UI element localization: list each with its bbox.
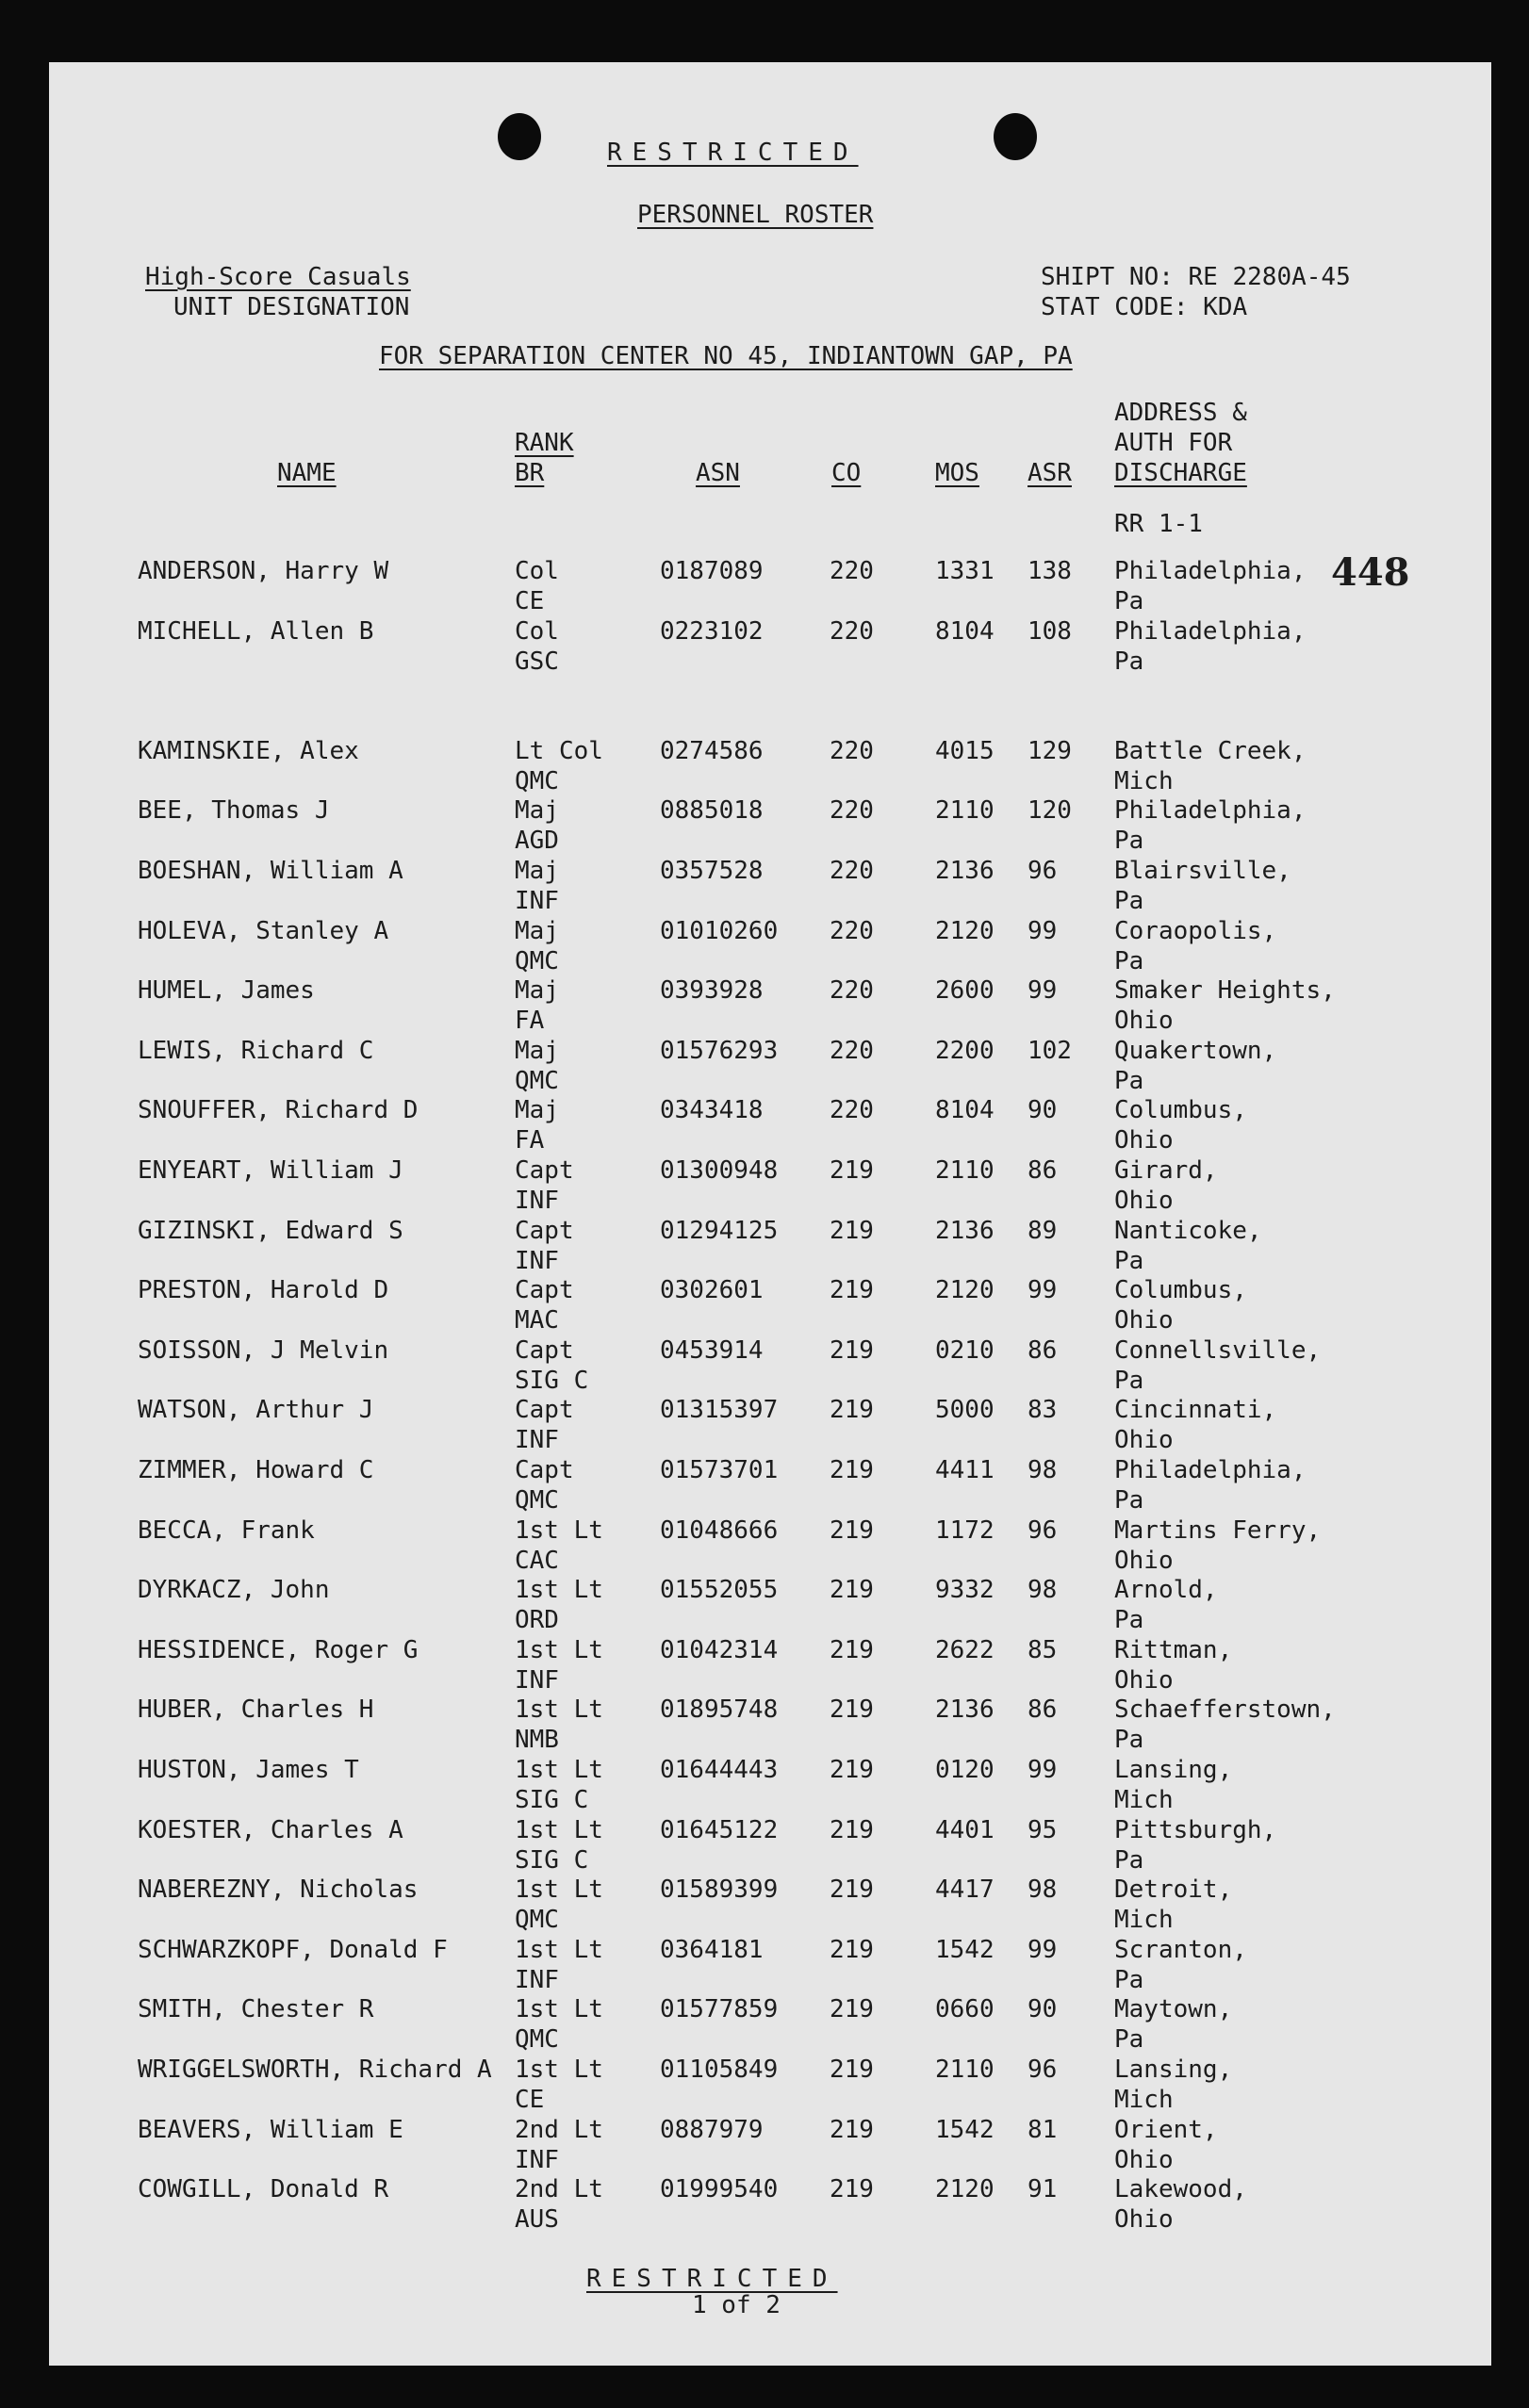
row-state: Ohio bbox=[1114, 2205, 1174, 2235]
row-rank: 2nd Lt bbox=[515, 2115, 603, 2144]
row-branch: INF bbox=[515, 1426, 559, 1455]
row-name: SCHWARZKOPF, Donald F bbox=[138, 1935, 448, 1964]
table-row bbox=[49, 1935, 1491, 1995]
row-asn: 01552055 bbox=[660, 1576, 779, 1605]
row-asr: 86 bbox=[1028, 1156, 1058, 1185]
row-branch: SIG C bbox=[515, 1786, 589, 1814]
mos-header: MOS bbox=[935, 459, 979, 487]
shipment-number: SHIPT NO: RE 2280A-45 bbox=[1041, 263, 1351, 291]
row-name: SMITH, Chester R bbox=[138, 1995, 374, 2024]
row-asr: 91 bbox=[1028, 2175, 1058, 2204]
row-city: Blairsville, bbox=[1114, 857, 1291, 885]
row-mos: 2600 bbox=[935, 976, 995, 1006]
table-row bbox=[49, 1515, 1491, 1576]
row-state: Pa bbox=[1114, 1965, 1144, 1994]
row-state: Ohio bbox=[1114, 1306, 1174, 1335]
row-mos: 1542 bbox=[935, 2115, 995, 2144]
unit-designation-label: UNIT DESIGNATION bbox=[173, 293, 410, 321]
row-rank: Capt bbox=[515, 1396, 574, 1425]
row-asn: 0223102 bbox=[660, 616, 764, 646]
row-state: Pa bbox=[1114, 1486, 1144, 1515]
row-state: Pa bbox=[1114, 587, 1144, 615]
row-asr: 138 bbox=[1028, 557, 1072, 585]
row-city: Columbus, bbox=[1114, 1096, 1247, 1125]
row-state: Ohio bbox=[1114, 1187, 1174, 1215]
row-rank: Maj bbox=[515, 976, 559, 1006]
row-branch: QMC bbox=[515, 766, 559, 795]
page-stamp: 448 bbox=[1331, 550, 1410, 595]
row-mos: 2622 bbox=[935, 1635, 995, 1664]
row-state: Pa bbox=[1114, 1726, 1144, 1755]
destination-line: FOR SEPARATION CENTER NO 45, INDIANTOWN GAP, PA bbox=[379, 342, 1073, 370]
table-row bbox=[49, 1216, 1491, 1276]
row-asn: 01999540 bbox=[660, 2175, 779, 2204]
table-row bbox=[49, 1155, 1491, 1216]
row-rank: Capt bbox=[515, 1156, 574, 1185]
row-asr: 90 bbox=[1028, 1995, 1058, 2024]
row-state: Ohio bbox=[1114, 1426, 1174, 1455]
row-co: 220 bbox=[830, 1036, 874, 1065]
table-row bbox=[49, 1095, 1491, 1155]
row-city: Rittman, bbox=[1114, 1635, 1233, 1664]
address-header-2: AUTH FOR bbox=[1114, 429, 1233, 457]
asr-header: ASR bbox=[1028, 459, 1072, 487]
row-mos: 4015 bbox=[935, 736, 995, 765]
row-co: 219 bbox=[830, 2175, 874, 2204]
row-name: NABEREZNY, Nicholas bbox=[138, 1876, 419, 1905]
row-name: BECCA, Frank bbox=[138, 1515, 315, 1545]
row-mos: 2136 bbox=[935, 1695, 995, 1725]
row-co: 219 bbox=[830, 1815, 874, 1844]
row-co: 220 bbox=[830, 916, 874, 945]
row-name: DYRKACZ, John bbox=[138, 1576, 330, 1605]
row-mos: 8104 bbox=[935, 1096, 995, 1125]
row-state: Pa bbox=[1114, 1366, 1144, 1395]
row-asn: 0453914 bbox=[660, 1335, 764, 1365]
table-row bbox=[49, 916, 1491, 976]
row-rank: 2nd Lt bbox=[515, 2175, 603, 2204]
row-branch: INF bbox=[515, 1965, 559, 1994]
row-city: Girard, bbox=[1114, 1156, 1218, 1185]
row-rank: Capt bbox=[515, 1276, 574, 1305]
row-name: KOESTER, Charles A bbox=[138, 1815, 403, 1844]
row-city: Philadelphia, bbox=[1114, 557, 1307, 585]
row-asr: 90 bbox=[1028, 1096, 1058, 1125]
row-name: SNOUFFER, Richard D bbox=[138, 1096, 419, 1125]
row-branch: CE bbox=[515, 587, 545, 615]
table-row bbox=[49, 1036, 1491, 1096]
row-branch: ORD bbox=[515, 1606, 559, 1635]
table-row bbox=[49, 616, 1491, 677]
row-state: Ohio bbox=[1114, 1007, 1174, 1036]
row-mos: 2120 bbox=[935, 916, 995, 945]
address-header-1: ADDRESS & bbox=[1114, 399, 1247, 427]
row-branch: QMC bbox=[515, 1486, 559, 1515]
row-name: HOLEVA, Stanley A bbox=[138, 916, 389, 945]
row-name: WRIGGELSWORTH, Richard A bbox=[138, 2056, 492, 2084]
row-state: Pa bbox=[1114, 647, 1144, 676]
row-rank: 1st Lt bbox=[515, 1935, 603, 1964]
row-city: Coraopolis, bbox=[1114, 916, 1277, 945]
row-branch: INF bbox=[515, 1187, 559, 1215]
row-rank: Lt Col bbox=[515, 736, 603, 765]
row-mos: 2110 bbox=[935, 796, 995, 826]
row-co: 220 bbox=[830, 976, 874, 1006]
row-asn: 01589399 bbox=[660, 1876, 779, 1905]
row-branch: SIG C bbox=[515, 1366, 589, 1395]
table-row bbox=[49, 1755, 1491, 1815]
row-state: Mich bbox=[1114, 2086, 1174, 2114]
row-state: Pa bbox=[1114, 1066, 1144, 1095]
row-asn: 01010260 bbox=[660, 916, 779, 945]
row-asr: 89 bbox=[1028, 1216, 1058, 1245]
row-asn: 0357528 bbox=[660, 857, 764, 885]
row-city: Cincinnati, bbox=[1114, 1396, 1277, 1425]
table-row bbox=[49, 1635, 1491, 1695]
row-co: 220 bbox=[830, 616, 874, 646]
row-asr: 108 bbox=[1028, 616, 1072, 646]
table-row bbox=[49, 975, 1491, 1036]
row-mos: 9332 bbox=[935, 1576, 995, 1605]
auth-note: RR 1-1 bbox=[1114, 510, 1203, 538]
row-branch: INF bbox=[515, 887, 559, 915]
row-co: 219 bbox=[830, 1995, 874, 2024]
row-branch: NMB bbox=[515, 1726, 559, 1755]
row-city: Connellsville, bbox=[1114, 1335, 1322, 1365]
row-co: 220 bbox=[830, 796, 874, 826]
row-asn: 01645122 bbox=[660, 1815, 779, 1844]
row-city: Quakertown, bbox=[1114, 1036, 1277, 1065]
table-row bbox=[49, 1335, 1491, 1396]
row-mos: 5000 bbox=[935, 1396, 995, 1425]
row-asr: 83 bbox=[1028, 1396, 1058, 1425]
row-state: Pa bbox=[1114, 1606, 1144, 1635]
row-rank: Col bbox=[515, 616, 559, 646]
row-name: ANDERSON, Harry W bbox=[138, 557, 389, 585]
row-asr: 96 bbox=[1028, 857, 1058, 885]
row-rank: 1st Lt bbox=[515, 1995, 603, 2024]
row-asr: 95 bbox=[1028, 1815, 1058, 1844]
row-mos: 0660 bbox=[935, 1995, 995, 2024]
row-asr: 98 bbox=[1028, 1456, 1058, 1484]
row-mos: 4401 bbox=[935, 1815, 995, 1844]
row-mos: 0210 bbox=[935, 1335, 995, 1365]
row-name: COWGILL, Donald R bbox=[138, 2175, 389, 2204]
row-city: Scranton, bbox=[1114, 1935, 1247, 1964]
row-asr: 98 bbox=[1028, 1876, 1058, 1905]
row-asn: 01895748 bbox=[660, 1695, 779, 1725]
row-co: 220 bbox=[830, 557, 874, 585]
row-co: 219 bbox=[830, 1396, 874, 1425]
row-mos: 8104 bbox=[935, 616, 995, 646]
row-name: BEE, Thomas J bbox=[138, 796, 330, 826]
row-asr: 81 bbox=[1028, 2115, 1058, 2144]
row-asr: 120 bbox=[1028, 796, 1072, 826]
row-mos: 4417 bbox=[935, 1876, 995, 1905]
row-asr: 99 bbox=[1028, 1276, 1058, 1305]
table-row bbox=[49, 1575, 1491, 1635]
row-rank: Maj bbox=[515, 1036, 559, 1065]
row-asr: 99 bbox=[1028, 976, 1058, 1006]
table-row bbox=[49, 1275, 1491, 1335]
row-name: GIZINSKI, Edward S bbox=[138, 1216, 403, 1245]
row-name: ENYEART, William J bbox=[138, 1156, 403, 1185]
row-city: Orient, bbox=[1114, 2115, 1218, 2144]
row-rank: Maj bbox=[515, 796, 559, 826]
row-name: HESSIDENCE, Roger G bbox=[138, 1635, 419, 1664]
row-asr: 86 bbox=[1028, 1335, 1058, 1365]
table-row bbox=[49, 1994, 1491, 2055]
row-mos: 2110 bbox=[935, 2056, 995, 2084]
table-row bbox=[49, 1875, 1491, 1935]
table-row bbox=[49, 1455, 1491, 1515]
row-mos: 2120 bbox=[935, 1276, 995, 1305]
row-name: HUBER, Charles H bbox=[138, 1695, 374, 1725]
row-asr: 129 bbox=[1028, 736, 1072, 765]
row-rank: Capt bbox=[515, 1335, 574, 1365]
row-mos: 2136 bbox=[935, 1216, 995, 1245]
page-number: 1 of 2 bbox=[692, 2291, 781, 2319]
row-rank: 1st Lt bbox=[515, 1515, 603, 1545]
row-co: 219 bbox=[830, 1756, 874, 1784]
row-name: PRESTON, Harold D bbox=[138, 1276, 389, 1305]
row-co: 220 bbox=[830, 736, 874, 765]
address-header-3: DISCHARGE bbox=[1114, 459, 1247, 487]
row-state: Mich bbox=[1114, 766, 1174, 795]
row-co: 219 bbox=[830, 1876, 874, 1905]
row-co: 219 bbox=[830, 1216, 874, 1245]
row-city: Philadelphia, bbox=[1114, 1456, 1307, 1484]
row-branch: MAC bbox=[515, 1306, 559, 1335]
row-name: LEWIS, Richard C bbox=[138, 1036, 374, 1065]
table-row bbox=[49, 856, 1491, 916]
row-co: 219 bbox=[830, 1335, 874, 1365]
row-co: 219 bbox=[830, 1635, 874, 1664]
row-city: Detroit, bbox=[1114, 1876, 1233, 1905]
row-branch: FA bbox=[515, 1126, 545, 1155]
row-branch: QMC bbox=[515, 1906, 559, 1935]
row-co: 219 bbox=[830, 1456, 874, 1484]
row-branch: CE bbox=[515, 2086, 545, 2114]
row-state: Ohio bbox=[1114, 2145, 1174, 2174]
row-city: Pittsburgh, bbox=[1114, 1815, 1277, 1844]
row-rank: 1st Lt bbox=[515, 1695, 603, 1725]
row-asn: 01294125 bbox=[660, 1216, 779, 1245]
row-rank: 1st Lt bbox=[515, 1576, 603, 1605]
row-name: BOESHAN, William A bbox=[138, 857, 403, 885]
row-asn: 0187089 bbox=[660, 557, 764, 585]
roster-title: PERSONNEL ROSTER bbox=[637, 201, 874, 229]
co-header: CO bbox=[831, 459, 862, 487]
row-rank: Maj bbox=[515, 857, 559, 885]
table-row bbox=[49, 795, 1491, 856]
row-rank: Capt bbox=[515, 1216, 574, 1245]
row-asn: 01300948 bbox=[660, 1156, 779, 1185]
punch-hole-left bbox=[498, 113, 541, 160]
row-state: Pa bbox=[1114, 1845, 1144, 1875]
row-state: Pa bbox=[1114, 887, 1144, 915]
row-asn: 01644443 bbox=[660, 1756, 779, 1784]
row-rank: Maj bbox=[515, 1096, 559, 1125]
row-mos: 1542 bbox=[935, 1935, 995, 1964]
row-mos: 1172 bbox=[935, 1515, 995, 1545]
row-state: Mich bbox=[1114, 1906, 1174, 1935]
row-state: Ohio bbox=[1114, 1665, 1174, 1695]
row-branch: INF bbox=[515, 1246, 559, 1275]
table-row bbox=[49, 1395, 1491, 1455]
row-co: 219 bbox=[830, 1576, 874, 1605]
row-co: 219 bbox=[830, 2056, 874, 2084]
row-name: HUSTON, James T bbox=[138, 1756, 359, 1784]
row-city: Martins Ferry, bbox=[1114, 1515, 1322, 1545]
row-asr: 102 bbox=[1028, 1036, 1072, 1065]
row-rank: Col bbox=[515, 557, 559, 585]
row-name: HUMEL, James bbox=[138, 976, 315, 1006]
row-branch: CAC bbox=[515, 1546, 559, 1575]
row-state: Pa bbox=[1114, 946, 1144, 975]
roster-page bbox=[49, 62, 1491, 2366]
row-rank: 1st Lt bbox=[515, 1635, 603, 1664]
row-state: Pa bbox=[1114, 827, 1144, 856]
row-branch: AUS bbox=[515, 2205, 559, 2235]
row-mos: 2120 bbox=[935, 2175, 995, 2204]
rank-header: RANK bbox=[515, 429, 574, 457]
row-asn: 01577859 bbox=[660, 1995, 779, 2024]
row-asr: 99 bbox=[1028, 1756, 1058, 1784]
row-city: Schaefferstown, bbox=[1114, 1695, 1336, 1725]
row-co: 220 bbox=[830, 857, 874, 885]
table-row bbox=[49, 2055, 1491, 2115]
row-branch: QMC bbox=[515, 946, 559, 975]
row-city: Columbus, bbox=[1114, 1276, 1247, 1305]
stat-code: STAT CODE: KDA bbox=[1041, 293, 1248, 321]
row-name: MICHELL, Allen B bbox=[138, 616, 374, 646]
table-row bbox=[49, 1815, 1491, 1876]
row-asn: 01315397 bbox=[660, 1396, 779, 1425]
row-asn: 0393928 bbox=[660, 976, 764, 1006]
row-asn: 01042314 bbox=[660, 1635, 779, 1664]
row-rank: Maj bbox=[515, 916, 559, 945]
row-asn: 0302601 bbox=[660, 1276, 764, 1305]
row-city: Battle Creek, bbox=[1114, 736, 1307, 765]
row-asn: 01573701 bbox=[660, 1456, 779, 1484]
row-name: SOISSON, J Melvin bbox=[138, 1335, 389, 1365]
row-city: Lakewood, bbox=[1114, 2175, 1247, 2204]
row-state: Ohio bbox=[1114, 1546, 1174, 1575]
row-rank: 1st Lt bbox=[515, 1876, 603, 1905]
row-name: ZIMMER, Howard C bbox=[138, 1456, 374, 1484]
row-state: Pa bbox=[1114, 1246, 1144, 1275]
unit-name: High-Score Casuals bbox=[145, 263, 411, 291]
row-asn: 01105849 bbox=[660, 2056, 779, 2084]
row-asn: 0887979 bbox=[660, 2115, 764, 2144]
row-mos: 2200 bbox=[935, 1036, 995, 1065]
row-co: 220 bbox=[830, 1096, 874, 1125]
row-asr: 99 bbox=[1028, 916, 1058, 945]
row-name: WATSON, Arthur J bbox=[138, 1396, 374, 1425]
row-mos: 4411 bbox=[935, 1456, 995, 1484]
row-co: 219 bbox=[830, 1515, 874, 1545]
row-mos: 1331 bbox=[935, 557, 995, 585]
row-name: BEAVERS, William E bbox=[138, 2115, 403, 2144]
row-co: 219 bbox=[830, 1156, 874, 1185]
table-row bbox=[49, 676, 1491, 736]
classification-header: RESTRICTED bbox=[607, 139, 859, 167]
row-name: KAMINSKIE, Alex bbox=[138, 736, 359, 765]
row-state: Pa bbox=[1114, 2025, 1144, 2055]
row-mos: 2110 bbox=[935, 1156, 995, 1185]
table-row bbox=[49, 2174, 1491, 2235]
row-rank: 1st Lt bbox=[515, 2056, 603, 2084]
row-asr: 86 bbox=[1028, 1695, 1058, 1725]
table-row bbox=[49, 736, 1491, 796]
row-asn: 0364181 bbox=[660, 1935, 764, 1964]
row-asn: 01576293 bbox=[660, 1036, 779, 1065]
asn-header: ASN bbox=[696, 459, 740, 487]
row-branch: SIG C bbox=[515, 1845, 589, 1875]
row-branch: FA bbox=[515, 1007, 545, 1036]
row-city: Lansing, bbox=[1114, 1756, 1233, 1784]
row-city: Nanticoke, bbox=[1114, 1216, 1262, 1245]
row-city: Smaker Heights, bbox=[1114, 976, 1336, 1006]
punch-hole-right bbox=[994, 113, 1037, 160]
row-city: Arnold, bbox=[1114, 1576, 1218, 1605]
row-city: Lansing, bbox=[1114, 2056, 1233, 2084]
row-branch: INF bbox=[515, 1665, 559, 1695]
row-asn: 0343418 bbox=[660, 1096, 764, 1125]
row-co: 219 bbox=[830, 1695, 874, 1725]
row-asn: 0885018 bbox=[660, 796, 764, 826]
row-asn: 0274586 bbox=[660, 736, 764, 765]
row-branch: INF bbox=[515, 2145, 559, 2174]
row-city: Philadelphia, bbox=[1114, 616, 1307, 646]
row-branch: AGD bbox=[515, 827, 559, 856]
row-co: 219 bbox=[830, 1276, 874, 1305]
row-branch: QMC bbox=[515, 2025, 559, 2055]
row-co: 219 bbox=[830, 1935, 874, 1964]
row-state: Ohio bbox=[1114, 1126, 1174, 1155]
row-co: 219 bbox=[830, 2115, 874, 2144]
name-header: NAME bbox=[277, 459, 337, 487]
row-asn: 01048666 bbox=[660, 1515, 779, 1545]
row-asr: 99 bbox=[1028, 1935, 1058, 1964]
row-branch: GSC bbox=[515, 647, 559, 676]
row-rank: 1st Lt bbox=[515, 1756, 603, 1784]
row-asr: 85 bbox=[1028, 1635, 1058, 1664]
table-row bbox=[49, 1695, 1491, 1755]
row-mos: 2136 bbox=[935, 857, 995, 885]
branch-header: BR bbox=[515, 459, 545, 487]
row-city: Maytown, bbox=[1114, 1995, 1233, 2024]
row-asr: 96 bbox=[1028, 1515, 1058, 1545]
row-city: Philadelphia, bbox=[1114, 796, 1307, 826]
row-asr: 96 bbox=[1028, 2056, 1058, 2084]
row-branch: QMC bbox=[515, 1066, 559, 1095]
row-asr: 98 bbox=[1028, 1576, 1058, 1605]
row-mos: 0120 bbox=[935, 1756, 995, 1784]
row-state: Mich bbox=[1114, 1786, 1174, 1814]
row-rank: Capt bbox=[515, 1456, 574, 1484]
table-row bbox=[49, 2115, 1491, 2175]
classification-footer: RESTRICTED bbox=[586, 2265, 838, 2293]
row-rank: 1st Lt bbox=[515, 1815, 603, 1844]
table-row bbox=[49, 556, 1491, 616]
